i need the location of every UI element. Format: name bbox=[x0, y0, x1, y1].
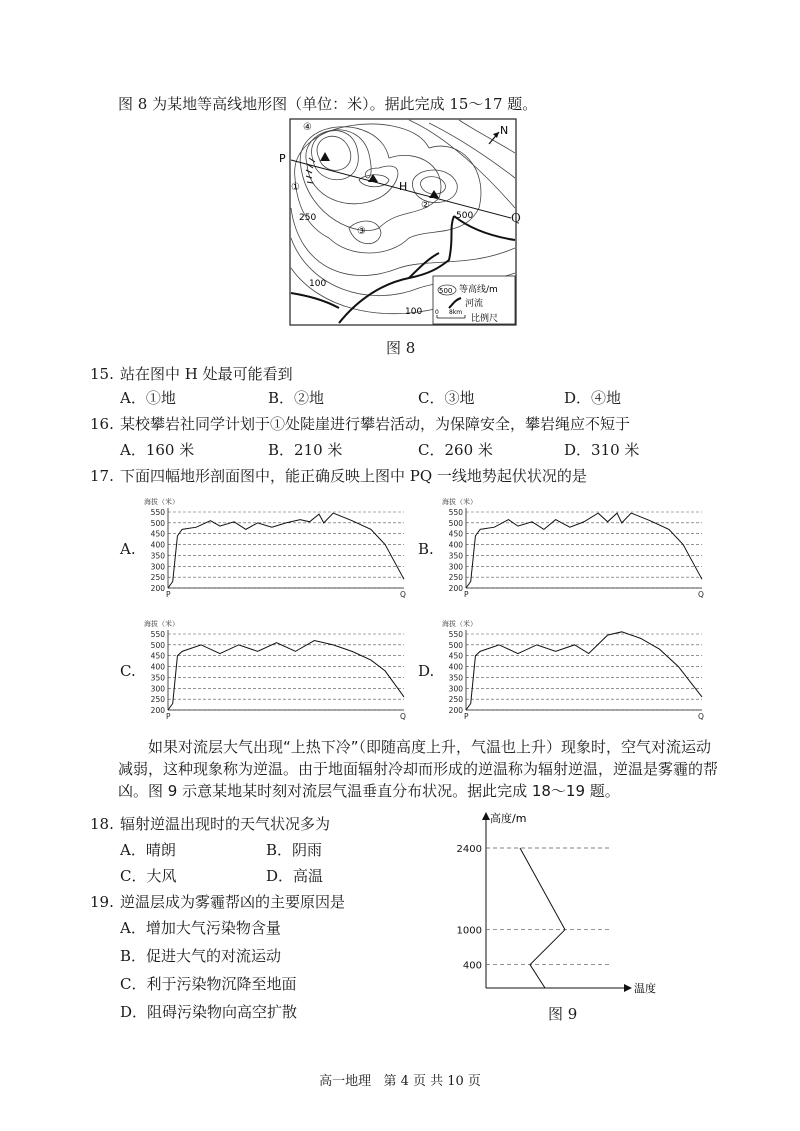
profile-ylabel: 海拔（米） bbox=[144, 620, 179, 628]
profile-tick-label: 400 bbox=[448, 662, 463, 672]
profile-tick-label: 200 bbox=[150, 706, 165, 715]
contour-map bbox=[279, 118, 517, 326]
profile-letter-b[interactable]: B. bbox=[418, 540, 434, 558]
figure-9-caption: 图 9 bbox=[548, 1005, 578, 1023]
scale-zero: 0 bbox=[435, 309, 439, 316]
fig9-tick-label: 2400 bbox=[456, 844, 482, 855]
figure-8-caption: 图 8 bbox=[386, 339, 416, 357]
profile-label-q: Q bbox=[698, 590, 704, 599]
q15-option-a[interactable]: A．①地 bbox=[120, 389, 176, 407]
marker-1: ① bbox=[291, 182, 300, 193]
fig9-ylabel: 高度/m bbox=[490, 812, 527, 825]
profile-ylabel: 海拔（米） bbox=[442, 620, 477, 628]
q18-option-d[interactable]: D．高温 bbox=[266, 867, 324, 885]
profile-tick-label: 450 bbox=[448, 529, 463, 539]
q18-option-a[interactable]: A．晴朗 bbox=[120, 841, 176, 859]
profile-tick-label: 350 bbox=[150, 551, 165, 561]
profile-tick-label: 250 bbox=[448, 695, 463, 705]
profile-tick-label: 500 bbox=[448, 640, 463, 650]
profile-tick-label: 400 bbox=[448, 540, 463, 550]
profile-tick-label: 250 bbox=[150, 695, 165, 705]
profile-tick-label: 350 bbox=[150, 673, 165, 683]
contour-100a: 100 bbox=[309, 279, 327, 289]
profile-tick-label: 450 bbox=[150, 529, 165, 539]
profile-tick-label: 550 bbox=[448, 508, 463, 517]
profile-letter-a[interactable]: A. bbox=[120, 540, 136, 558]
q16-number: 16. bbox=[90, 415, 114, 433]
profile-chart-d bbox=[440, 616, 708, 722]
label-q: Q bbox=[511, 211, 521, 225]
north-label: N bbox=[500, 124, 509, 137]
legend-river-label: 河流 bbox=[465, 299, 484, 309]
profile-line bbox=[466, 513, 702, 588]
q16-option-b[interactable]: B．210 米 bbox=[268, 441, 343, 459]
q15-option-c[interactable]: C．③地 bbox=[418, 389, 475, 407]
profile-tick-label: 350 bbox=[448, 551, 463, 561]
profile-line bbox=[168, 513, 404, 588]
profile-tick-label: 300 bbox=[150, 684, 165, 694]
q15-stem: 站在图中 H 处最可能看到 bbox=[120, 365, 293, 383]
q19-option-c[interactable]: C．利于污染物沉降至地面 bbox=[120, 975, 297, 993]
q15-option-d[interactable]: D．④地 bbox=[564, 389, 622, 407]
profile-tick-label: 500 bbox=[150, 518, 165, 528]
marker-2: ② bbox=[421, 200, 430, 211]
legend-contour-value: 500 bbox=[439, 287, 453, 295]
fig9-temperature-line bbox=[520, 848, 565, 988]
q18-option-b[interactable]: B．阴雨 bbox=[266, 841, 323, 859]
profile-label-q: Q bbox=[400, 712, 406, 721]
profile-tick-label: 250 bbox=[150, 573, 165, 583]
profile-chart-a bbox=[142, 494, 410, 600]
profile-tick-label: 550 bbox=[150, 630, 165, 639]
profile-tick-label: 200 bbox=[448, 584, 463, 593]
q15-option-b[interactable]: B．②地 bbox=[268, 389, 325, 407]
profile-chart-c bbox=[142, 616, 410, 722]
scale-eight: 8km bbox=[449, 309, 463, 316]
q19-option-a[interactable]: A．增加大气污染物含量 bbox=[120, 919, 281, 937]
q19-option-b[interactable]: B．促进大气的对流运动 bbox=[120, 947, 282, 965]
q16-stem: 某校攀岩社同学计划于①处陡崖进行攀岩活动，为保障安全，攀岩绳应不短于 bbox=[120, 415, 631, 433]
profile-tick-label: 250 bbox=[448, 573, 463, 583]
q17-stem: 下面四幅地形剖面图中，能正确反映上图中 PQ 一线地势起伏状况的是 bbox=[120, 467, 587, 485]
profile-tick-label: 300 bbox=[150, 562, 165, 572]
figure-9-chart bbox=[440, 808, 680, 998]
passage-text: 如果对流层大气出现“上热下冷”（即随高度上升，气温也上升）现象时，空气对流运动减弱，这种现象称为逆温。由于地面辐射冷却而形成的逆温称为辐射逆温，逆温是雾霾的帮凶。图 9 示意某地某时刻对流层气温垂直分布状况。据此完成 18～19 题。 bbox=[118, 738, 719, 800]
profile-tick-label: 350 bbox=[448, 673, 463, 683]
profile-tick-label: 300 bbox=[448, 562, 463, 572]
legend-scale-label: 比例尺 bbox=[471, 314, 499, 324]
label-p: P bbox=[279, 152, 286, 165]
profile-tick-label: 400 bbox=[150, 662, 165, 672]
profile-label-q: Q bbox=[400, 590, 406, 599]
profile-tick-label: 400 bbox=[150, 540, 165, 550]
profile-label-q: Q bbox=[698, 712, 704, 721]
marker-4: ④ bbox=[303, 122, 312, 133]
q19-option-d[interactable]: D．阻碍污染物向高空扩散 bbox=[120, 1003, 298, 1021]
q18-number: 18. bbox=[90, 815, 114, 833]
profile-tick-label: 450 bbox=[150, 651, 165, 661]
profile-tick-label: 450 bbox=[448, 651, 463, 661]
profile-chart-b bbox=[440, 494, 708, 600]
page-footer: 高一地理 第 4 页 共 10 页 bbox=[319, 1074, 481, 1089]
profile-line bbox=[168, 641, 404, 710]
profile-label-p: P bbox=[166, 712, 171, 721]
fig9-xlabel: 温度 bbox=[634, 982, 656, 995]
fig9-tick-label: 1000 bbox=[456, 925, 482, 937]
profile-tick-label: 550 bbox=[150, 508, 165, 517]
q19-stem: 逆温层成为雾霾帮凶的主要原因是 bbox=[120, 893, 346, 911]
q16-option-d[interactable]: D．310 米 bbox=[564, 441, 640, 459]
profile-tick-label: 200 bbox=[150, 584, 165, 593]
intro-text: 图 8 为某地等高线地形图（单位：米）。据此完成 15～17 题。 bbox=[118, 95, 538, 113]
profile-tick-label: 500 bbox=[448, 518, 463, 528]
profile-label-p: P bbox=[166, 590, 171, 599]
profile-line bbox=[466, 632, 702, 710]
profile-tick-label: 300 bbox=[448, 684, 463, 694]
q15-number: 15. bbox=[90, 365, 114, 383]
fig9-tick-label: 400 bbox=[462, 960, 482, 972]
profile-label-p: P bbox=[464, 590, 469, 599]
contour-500: 500 bbox=[456, 211, 474, 221]
q16-option-a[interactable]: A．160 米 bbox=[120, 441, 195, 459]
profile-letter-d[interactable]: D. bbox=[418, 662, 435, 680]
q18-option-c[interactable]: C．大风 bbox=[120, 867, 177, 885]
q16-option-c[interactable]: C．260 米 bbox=[418, 441, 493, 459]
profile-tick-label: 200 bbox=[448, 706, 463, 715]
q17-number: 17. bbox=[90, 467, 114, 485]
contour-100b: 100 bbox=[405, 307, 423, 317]
contour-250: 250 bbox=[299, 213, 317, 223]
profile-ylabel: 海拔（米） bbox=[442, 498, 477, 506]
label-h: H bbox=[399, 180, 408, 193]
profile-letter-c[interactable]: C. bbox=[120, 662, 136, 680]
profile-ylabel: 海拔（米） bbox=[144, 498, 179, 506]
profile-label-p: P bbox=[464, 712, 469, 721]
profile-tick-label: 500 bbox=[150, 640, 165, 650]
marker-3: ③ bbox=[357, 226, 366, 237]
legend-contour-label: 等高线/m bbox=[459, 285, 498, 295]
q18-stem: 辐射逆温出现时的天气状况多为 bbox=[120, 815, 331, 833]
profile-tick-label: 550 bbox=[448, 630, 463, 639]
q19-number: 19. bbox=[90, 893, 114, 911]
